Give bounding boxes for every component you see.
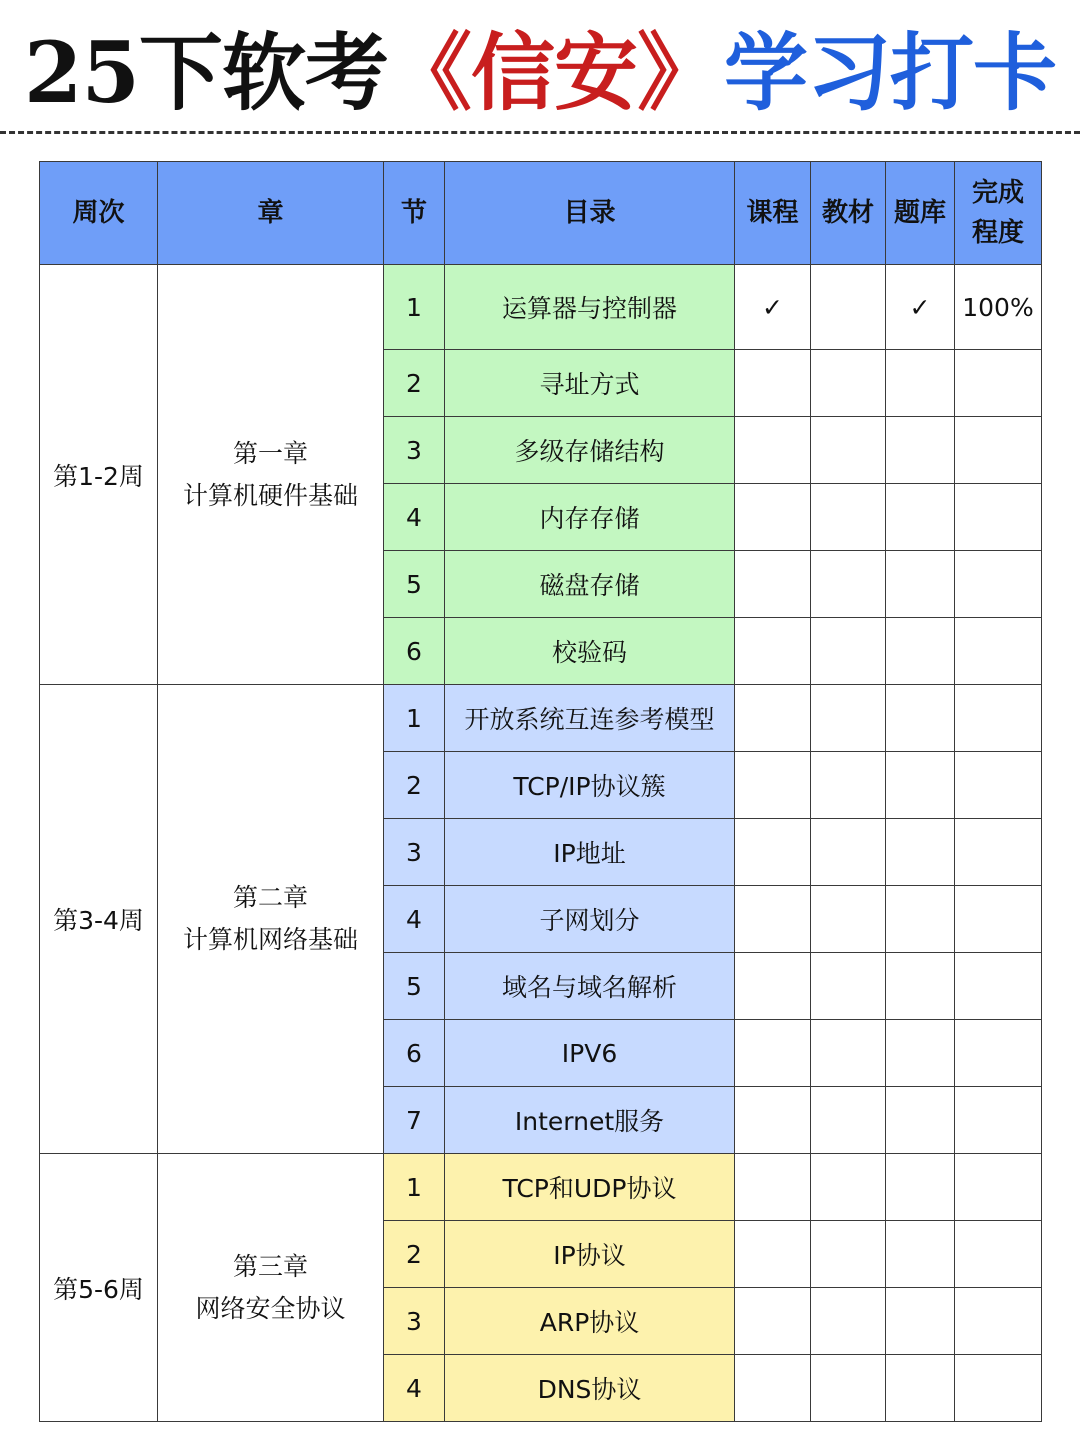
chapter-cell (158, 265, 384, 685)
textbook-check[interactable] (811, 953, 886, 1020)
table-row (40, 265, 1042, 350)
questions-check[interactable] (886, 1221, 955, 1288)
section-number: 2 (384, 752, 445, 819)
course-check[interactable] (735, 417, 811, 484)
course-check[interactable] (735, 1221, 811, 1288)
progress-cell[interactable] (955, 752, 1042, 819)
progress-cell[interactable] (955, 618, 1042, 685)
progress-cell[interactable] (955, 350, 1042, 417)
section-number: 4 (384, 886, 445, 953)
textbook-check[interactable] (811, 752, 886, 819)
section-content: 内存存储 (445, 484, 735, 551)
questions-check[interactable]: ✓ (886, 265, 955, 350)
progress-cell[interactable] (955, 1154, 1042, 1221)
week-cell: 第5-6周 (40, 1154, 158, 1422)
section-number: 3 (384, 417, 445, 484)
course-check[interactable] (735, 685, 811, 752)
section-content: 寻址方式 (445, 350, 735, 417)
course-check[interactable] (735, 618, 811, 685)
chapter-number: 第三章 (232, 1251, 308, 1281)
textbook-check[interactable] (811, 1020, 886, 1087)
section-content: 开放系统互连参考模型 (445, 685, 735, 752)
progress-cell[interactable] (955, 1288, 1042, 1355)
textbook-check[interactable] (811, 1221, 886, 1288)
chapter-cell (158, 685, 384, 1154)
section-content: 子网划分 (445, 886, 735, 953)
section-number: 3 (384, 819, 445, 886)
course-check[interactable] (735, 1020, 811, 1087)
title-checkin: 学习打卡 (723, 23, 1056, 122)
course-check[interactable] (735, 752, 811, 819)
progress-cell[interactable] (955, 685, 1042, 752)
header-chapter: 章 (158, 162, 384, 265)
textbook-check[interactable] (811, 1355, 886, 1422)
progress-cell[interactable] (955, 551, 1042, 618)
section-content: ARP协议 (445, 1288, 735, 1355)
section-content: 运算器与控制器 (445, 265, 735, 350)
chapter-title: 计算机网络基础 (182, 925, 358, 954)
header-progress-line1: 完成 (971, 178, 1024, 208)
section-number: 2 (384, 1221, 445, 1288)
textbook-check[interactable] (811, 417, 886, 484)
week-cell: 第1-2周 (40, 265, 158, 685)
section-content: 多级存储结构 (445, 417, 735, 484)
section-number: 1 (384, 265, 445, 350)
questions-check[interactable] (886, 618, 955, 685)
questions-check[interactable] (886, 819, 955, 886)
textbook-check[interactable] (811, 1154, 886, 1221)
chapter-cell (158, 1154, 384, 1422)
questions-check[interactable] (886, 1154, 955, 1221)
section-content: 域名与域名解析 (445, 953, 735, 1020)
section-content: IP协议 (445, 1221, 735, 1288)
header-week: 周次 (40, 162, 158, 265)
course-check[interactable] (735, 350, 811, 417)
header-progress-line2: 程度 (971, 218, 1024, 248)
section-number: 5 (384, 551, 445, 618)
textbook-check[interactable] (811, 1087, 886, 1154)
header-content: 目录 (445, 162, 735, 265)
header-progress (955, 162, 1042, 265)
textbook-check[interactable] (811, 350, 886, 417)
study-checkin-table (39, 161, 1042, 1422)
title-exam: 25下软考 (24, 23, 388, 122)
section-content: TCP/IP协议簇 (445, 752, 735, 819)
section-number: 6 (384, 1020, 445, 1087)
header-questions: 题库 (886, 162, 955, 265)
textbook-check[interactable] (811, 886, 886, 953)
course-check[interactable] (735, 1087, 811, 1154)
chapter-title: 计算机硬件基础 (182, 480, 358, 510)
section-content: Internet服务 (445, 1087, 735, 1154)
questions-check[interactable] (886, 551, 955, 618)
textbook-check[interactable] (811, 1288, 886, 1355)
section-number: 4 (384, 1355, 445, 1422)
progress-cell[interactable] (955, 819, 1042, 886)
textbook-check[interactable] (811, 685, 886, 752)
course-check[interactable] (735, 886, 811, 953)
section-content: 校验码 (445, 618, 735, 685)
textbook-check[interactable] (811, 265, 886, 350)
course-check[interactable] (735, 1355, 811, 1422)
progress-cell[interactable] (955, 1020, 1042, 1087)
questions-check[interactable] (886, 953, 955, 1020)
header-row (40, 162, 1042, 265)
section-number: 5 (384, 953, 445, 1020)
section-number: 2 (384, 350, 445, 417)
section-number: 6 (384, 618, 445, 685)
questions-check[interactable] (886, 886, 955, 953)
chapter-title: 网络安全协议 (195, 1293, 346, 1323)
header-section: 节 (384, 162, 445, 265)
questions-check[interactable] (886, 350, 955, 417)
section-content: IP地址 (445, 819, 735, 886)
progress-cell[interactable] (955, 1087, 1042, 1154)
progress-cell[interactable] (955, 1221, 1042, 1288)
section-number: 7 (384, 1087, 445, 1154)
course-check[interactable] (735, 953, 811, 1020)
section-number: 1 (384, 1154, 445, 1221)
section-content: TCP和UDP协议 (445, 1154, 735, 1221)
textbook-check[interactable] (811, 618, 886, 685)
questions-check[interactable] (886, 417, 955, 484)
questions-check[interactable] (886, 685, 955, 752)
chapter-number: 第一章 (232, 438, 308, 468)
section-content: 磁盘存储 (445, 551, 735, 618)
course-check[interactable] (735, 1154, 811, 1221)
header-course: 课程 (735, 162, 811, 265)
course-check[interactable] (735, 551, 811, 618)
questions-check[interactable] (886, 1355, 955, 1422)
questions-check[interactable] (886, 484, 955, 551)
dashed-divider (0, 131, 1080, 134)
questions-check[interactable] (886, 752, 955, 819)
progress-cell[interactable]: 100% (955, 265, 1042, 350)
progress-cell[interactable] (955, 484, 1042, 551)
course-check[interactable] (735, 1288, 811, 1355)
textbook-check[interactable] (811, 551, 886, 618)
progress-cell[interactable] (955, 886, 1042, 953)
progress-cell[interactable] (955, 417, 1042, 484)
questions-check[interactable] (886, 1087, 955, 1154)
section-content: DNS协议 (445, 1355, 735, 1422)
textbook-check[interactable] (811, 819, 886, 886)
course-check[interactable]: ✓ (735, 265, 811, 350)
progress-cell[interactable] (955, 953, 1042, 1020)
chapter-number: 第二章 (232, 883, 308, 912)
section-number: 1 (384, 685, 445, 752)
section-content: IPV6 (445, 1020, 735, 1087)
page-title (0, 18, 1080, 128)
course-check[interactable] (735, 819, 811, 886)
table-row (40, 1154, 1042, 1221)
title-subject: 《信安》 (387, 23, 720, 122)
table-row (40, 685, 1042, 752)
progress-cell[interactable] (955, 1355, 1042, 1422)
course-check[interactable] (735, 484, 811, 551)
section-number: 4 (384, 484, 445, 551)
textbook-check[interactable] (811, 484, 886, 551)
questions-check[interactable] (886, 1288, 955, 1355)
week-cell: 第3-4周 (40, 685, 158, 1154)
questions-check[interactable] (886, 1020, 955, 1087)
section-number: 3 (384, 1288, 445, 1355)
header-textbook: 教材 (811, 162, 886, 265)
